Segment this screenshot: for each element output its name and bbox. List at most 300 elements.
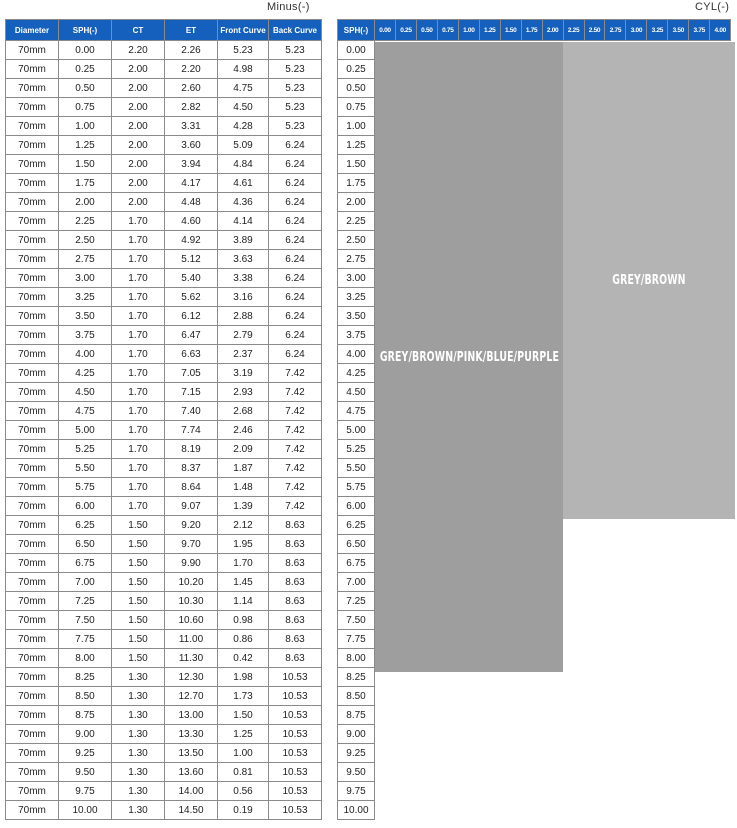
cell-back-curve: 10.53 [269,725,322,744]
cell-sph: 0.25 [59,60,112,79]
cell-front-curve: 2.93 [218,383,269,402]
cell-sph: 7.00 [59,573,112,592]
sph-row-label: 1.00 [338,117,375,136]
cell-back-curve: 8.63 [269,611,322,630]
cell-diameter: 70mm [6,554,59,573]
cyl-column-header: 1.75 [521,20,542,41]
sph-row-label: 2.25 [338,212,375,231]
table-row [6,383,322,402]
cell-ct: 2.20 [112,41,165,60]
table-row [6,174,322,193]
cell-front-curve: 1.98 [218,668,269,687]
cyl-column-header: 1.00 [458,20,479,41]
cell-et: 2.82 [165,98,218,117]
sph-row-label: 8.00 [338,649,375,668]
cell-sph: 2.25 [59,212,112,231]
table-row [6,649,322,668]
cell-sph: 1.00 [59,117,112,136]
cell-et: 14.50 [165,801,218,820]
cell-sph: 5.75 [59,478,112,497]
sph-row-label: 0.25 [338,60,375,79]
cell-front-curve: 1.45 [218,573,269,592]
grid-row-blank [375,706,731,725]
sph-row-label: 6.25 [338,516,375,535]
cell-ct: 1.70 [112,269,165,288]
table-row [6,345,322,364]
cell-sph: 7.75 [59,630,112,649]
cell-et: 11.30 [165,649,218,668]
cell-sph: 1.25 [59,136,112,155]
cell-diameter: 70mm [6,706,59,725]
sph-row-label: 4.75 [338,402,375,421]
cell-et: 3.31 [165,117,218,136]
cyl-column-header: 0.25 [395,20,416,41]
cell-front-curve: 1.73 [218,687,269,706]
cell-front-curve: 4.98 [218,60,269,79]
cell-et: 4.92 [165,231,218,250]
cell-ct: 2.00 [112,174,165,193]
cell-front-curve: 1.39 [218,497,269,516]
cell-ct: 1.70 [112,288,165,307]
cell-ct: 1.30 [112,782,165,801]
cell-sph: 5.00 [59,421,112,440]
cell-ct: 1.30 [112,801,165,820]
table-row [6,744,322,763]
cell-et: 5.12 [165,250,218,269]
cell-diameter: 70mm [6,250,59,269]
grid-row-blank [375,744,731,763]
cell-back-curve: 6.24 [269,269,322,288]
cell-diameter: 70mm [6,269,59,288]
cell-sph: 9.50 [59,763,112,782]
table-row [6,269,322,288]
cell-back-curve: 5.23 [269,98,322,117]
cell-et: 7.40 [165,402,218,421]
cell-sph: 6.00 [59,497,112,516]
cell-sph: 2.00 [59,193,112,212]
cell-front-curve: 3.63 [218,250,269,269]
cell-et: 2.20 [165,60,218,79]
cell-diameter: 70mm [6,535,59,554]
cell-back-curve: 10.53 [269,706,322,725]
cell-sph: 5.50 [59,459,112,478]
cell-front-curve: 4.61 [218,174,269,193]
cell-et: 9.07 [165,497,218,516]
cell-et: 6.47 [165,326,218,345]
cell-back-curve: 7.42 [269,364,322,383]
cell-et: 10.20 [165,573,218,592]
cell-ct: 1.70 [112,231,165,250]
cell-back-curve: 10.53 [269,763,322,782]
cell-ct: 1.50 [112,611,165,630]
sph-column-header: SPH(-) [338,20,375,41]
sph-row-label: 2.75 [338,250,375,269]
grid-row [338,782,731,801]
cell-ct: 1.30 [112,763,165,782]
cyl-table-title: CYL(-) [695,1,730,13]
cell-front-curve: 1.95 [218,535,269,554]
table-row [6,782,322,801]
cell-sph: 2.75 [59,250,112,269]
cell-back-curve: 8.63 [269,592,322,611]
table-row [6,573,322,592]
cell-et: 7.05 [165,364,218,383]
sph-row-label: 4.50 [338,383,375,402]
table-row [6,250,322,269]
cell-front-curve: 5.23 [218,41,269,60]
availability-block-multi-color-label: GREY/BROWN/PINK/BLUE/PURPLE [379,349,559,365]
sph-row-label: 6.00 [338,497,375,516]
cell-back-curve: 8.63 [269,516,322,535]
cell-front-curve: 3.38 [218,269,269,288]
grid-row-blank [375,801,731,820]
cell-back-curve: 5.23 [269,41,322,60]
cyl-column-header: 2.25 [563,20,584,41]
sph-row-label: 6.50 [338,535,375,554]
table-row [6,801,322,820]
cell-front-curve: 2.88 [218,307,269,326]
table-row [6,364,322,383]
cell-sph: 9.25 [59,744,112,763]
column-header-diameter: Diameter [6,20,59,41]
cell-front-curve: 3.89 [218,231,269,250]
cell-et: 4.48 [165,193,218,212]
cell-sph: 7.25 [59,592,112,611]
cell-front-curve: 3.16 [218,288,269,307]
sph-row-label: 9.25 [338,744,375,763]
cyl-column-header: 2.00 [542,20,563,41]
cell-front-curve: 1.00 [218,744,269,763]
cell-back-curve: 8.63 [269,554,322,573]
grid-row-blank [375,725,731,744]
cell-sph: 2.50 [59,231,112,250]
column-header-et: ET [165,20,218,41]
cell-ct: 1.50 [112,592,165,611]
cell-ct: 2.00 [112,60,165,79]
cell-diameter: 70mm [6,326,59,345]
availability-block-multi-color [375,42,563,672]
cell-ct: 2.00 [112,98,165,117]
cell-sph: 6.75 [59,554,112,573]
cell-diameter: 70mm [6,60,59,79]
cell-diameter: 70mm [6,592,59,611]
grid-row-blank [375,782,731,801]
cell-sph: 8.50 [59,687,112,706]
table-row [6,535,322,554]
table-row [6,611,322,630]
cell-diameter: 70mm [6,611,59,630]
cell-back-curve: 6.24 [269,250,322,269]
cell-et: 8.19 [165,440,218,459]
grid-row-blank [375,687,731,706]
sph-row-label: 9.50 [338,763,375,782]
cell-front-curve: 1.14 [218,592,269,611]
cell-back-curve: 6.24 [269,288,322,307]
table-row [6,193,322,212]
cyl-column-header: 0.00 [375,20,396,41]
cell-back-curve: 7.42 [269,459,322,478]
cell-diameter: 70mm [6,763,59,782]
table-row [6,402,322,421]
cell-et: 12.70 [165,687,218,706]
sph-row-label: 5.50 [338,459,375,478]
grid-row [338,801,731,820]
cell-diameter: 70mm [6,573,59,592]
cell-diameter: 70mm [6,98,59,117]
sph-row-label: 8.75 [338,706,375,725]
sph-row-label: 7.50 [338,611,375,630]
cell-diameter: 70mm [6,440,59,459]
grid-row [338,744,731,763]
cell-back-curve: 5.23 [269,117,322,136]
cell-back-curve: 6.24 [269,212,322,231]
cell-sph: 4.75 [59,402,112,421]
cell-sph: 4.25 [59,364,112,383]
cell-diameter: 70mm [6,41,59,60]
cell-sph: 3.00 [59,269,112,288]
cell-et: 9.20 [165,516,218,535]
cell-front-curve: 4.84 [218,155,269,174]
sph-row-label: 2.00 [338,193,375,212]
cell-diameter: 70mm [6,744,59,763]
cell-sph: 4.00 [59,345,112,364]
cell-front-curve: 1.48 [218,478,269,497]
cell-front-curve: 5.09 [218,136,269,155]
minus-table-title: Minus(-) [267,1,310,13]
cyl-column-header: 2.75 [605,20,626,41]
cell-back-curve: 10.53 [269,687,322,706]
cell-ct: 1.50 [112,554,165,573]
cell-diameter: 70mm [6,421,59,440]
table-row [6,630,322,649]
cell-back-curve: 7.42 [269,383,322,402]
cell-diameter: 70mm [6,383,59,402]
cell-ct: 1.70 [112,345,165,364]
cell-diameter: 70mm [6,725,59,744]
column-header-back-curve: Back Curve [269,20,322,41]
cell-sph: 7.50 [59,611,112,630]
cell-sph: 9.00 [59,725,112,744]
table-row [6,516,322,535]
cell-ct: 1.70 [112,250,165,269]
sph-row-label: 1.50 [338,155,375,174]
cell-diameter: 70mm [6,288,59,307]
lens-spec-table [5,19,322,820]
sph-row-label: 7.25 [338,592,375,611]
sph-row-label: 7.75 [338,630,375,649]
grid-row [338,706,731,725]
cell-ct: 1.70 [112,497,165,516]
cell-et: 4.60 [165,212,218,231]
sph-row-label: 1.25 [338,136,375,155]
cell-ct: 1.70 [112,212,165,231]
sph-row-label: 0.00 [338,41,375,60]
sph-row-label: 5.00 [338,421,375,440]
cell-front-curve: 4.50 [218,98,269,117]
cell-front-curve: 0.98 [218,611,269,630]
sph-row-label: 3.75 [338,326,375,345]
cell-front-curve: 4.36 [218,193,269,212]
cell-back-curve: 7.42 [269,478,322,497]
cyl-column-header: 0.50 [416,20,437,41]
availability-header-row [338,20,731,41]
cell-diameter: 70mm [6,79,59,98]
cell-front-curve: 2.79 [218,326,269,345]
cell-back-curve: 10.53 [269,782,322,801]
cell-diameter: 70mm [6,668,59,687]
table-row [6,554,322,573]
cell-front-curve: 2.37 [218,345,269,364]
cell-front-curve: 1.25 [218,725,269,744]
sph-row-label: 9.00 [338,725,375,744]
cyl-column-header: 3.00 [626,20,647,41]
cell-et: 7.15 [165,383,218,402]
sph-row-label: 8.25 [338,668,375,687]
table-row [6,668,322,687]
table-row [6,459,322,478]
cell-sph: 8.75 [59,706,112,725]
cell-et: 5.40 [165,269,218,288]
cyl-column-header: 3.50 [668,20,689,41]
cell-front-curve: 1.87 [218,459,269,478]
table-row [6,592,322,611]
cyl-column-header: 4.00 [710,20,731,41]
cell-diameter: 70mm [6,231,59,250]
cell-back-curve: 7.42 [269,421,322,440]
cell-back-curve: 8.63 [269,535,322,554]
column-header-front-curve: Front Curve [218,20,269,41]
table-row [6,307,322,326]
sph-row-label: 4.25 [338,364,375,383]
cell-ct: 1.70 [112,402,165,421]
cell-ct: 1.70 [112,478,165,497]
cell-et: 7.74 [165,421,218,440]
cell-front-curve: 1.50 [218,706,269,725]
cell-sph: 5.25 [59,440,112,459]
sph-row-label: 5.25 [338,440,375,459]
cell-front-curve: 2.46 [218,421,269,440]
cell-ct: 1.70 [112,307,165,326]
cell-diameter: 70mm [6,193,59,212]
cell-back-curve: 6.24 [269,307,322,326]
cell-ct: 1.50 [112,535,165,554]
table-row [6,687,322,706]
grid-row-blank [375,763,731,782]
cell-diameter: 70mm [6,212,59,231]
cell-sph: 3.50 [59,307,112,326]
sph-row-label: 3.00 [338,269,375,288]
table-row [6,60,322,79]
table-row [6,41,322,60]
cell-et: 14.00 [165,782,218,801]
cell-et: 13.30 [165,725,218,744]
availability-block-grey-brown [563,42,735,519]
cell-diameter: 70mm [6,136,59,155]
sph-row-label: 10.00 [338,801,375,820]
sph-row-label: 9.75 [338,782,375,801]
cell-et: 8.64 [165,478,218,497]
cell-back-curve: 6.24 [269,193,322,212]
table-row [6,478,322,497]
cell-front-curve: 0.86 [218,630,269,649]
table-row [6,288,322,307]
cell-ct: 1.70 [112,440,165,459]
cell-et: 4.17 [165,174,218,193]
availability-block-grey-brown-label: GREY/BROWN [612,273,686,288]
sph-row-label: 8.50 [338,687,375,706]
sph-row-label: 0.50 [338,79,375,98]
cell-diameter: 70mm [6,649,59,668]
cell-front-curve: 2.09 [218,440,269,459]
cell-diameter: 70mm [6,155,59,174]
cell-back-curve: 6.24 [269,326,322,345]
cell-ct: 1.30 [112,668,165,687]
cell-front-curve: 2.12 [218,516,269,535]
cell-front-curve: 0.56 [218,782,269,801]
sph-row-label: 2.50 [338,231,375,250]
cell-back-curve: 7.42 [269,402,322,421]
sph-row-label: 3.50 [338,307,375,326]
cell-et: 3.60 [165,136,218,155]
cyl-column-header: 0.75 [437,20,458,41]
sph-row-label: 3.25 [338,288,375,307]
table-row [6,706,322,725]
grid-row [338,687,731,706]
cell-et: 11.00 [165,630,218,649]
table-row [6,155,322,174]
cell-back-curve: 8.63 [269,649,322,668]
cell-diameter: 70mm [6,307,59,326]
cell-back-curve: 8.63 [269,630,322,649]
cell-et: 3.94 [165,155,218,174]
cell-sph: 9.75 [59,782,112,801]
cell-diameter: 70mm [6,516,59,535]
cell-back-curve: 6.24 [269,174,322,193]
table-row [6,136,322,155]
cell-back-curve: 6.24 [269,136,322,155]
cell-et: 6.12 [165,307,218,326]
cell-front-curve: 2.68 [218,402,269,421]
cell-et: 13.60 [165,763,218,782]
lens-spec-header-row [6,20,322,41]
cell-sph: 10.00 [59,801,112,820]
cell-et: 10.60 [165,611,218,630]
table-row [6,421,322,440]
sph-row-label: 7.00 [338,573,375,592]
cell-et: 2.26 [165,41,218,60]
cell-et: 9.70 [165,535,218,554]
cyl-column-header: 3.75 [689,20,710,41]
cell-ct: 1.30 [112,744,165,763]
cell-et: 2.60 [165,79,218,98]
cell-diameter: 70mm [6,345,59,364]
cell-sph: 0.00 [59,41,112,60]
table-row [6,763,322,782]
cell-front-curve: 1.70 [218,554,269,573]
cell-ct: 1.50 [112,649,165,668]
cell-back-curve: 6.24 [269,155,322,174]
table-row [6,231,322,250]
cell-diameter: 70mm [6,801,59,820]
cell-ct: 1.50 [112,630,165,649]
cell-front-curve: 0.19 [218,801,269,820]
cell-sph: 6.50 [59,535,112,554]
grid-row [338,763,731,782]
cell-sph: 8.00 [59,649,112,668]
table-row [6,725,322,744]
cell-ct: 1.30 [112,687,165,706]
cell-sph: 0.50 [59,79,112,98]
